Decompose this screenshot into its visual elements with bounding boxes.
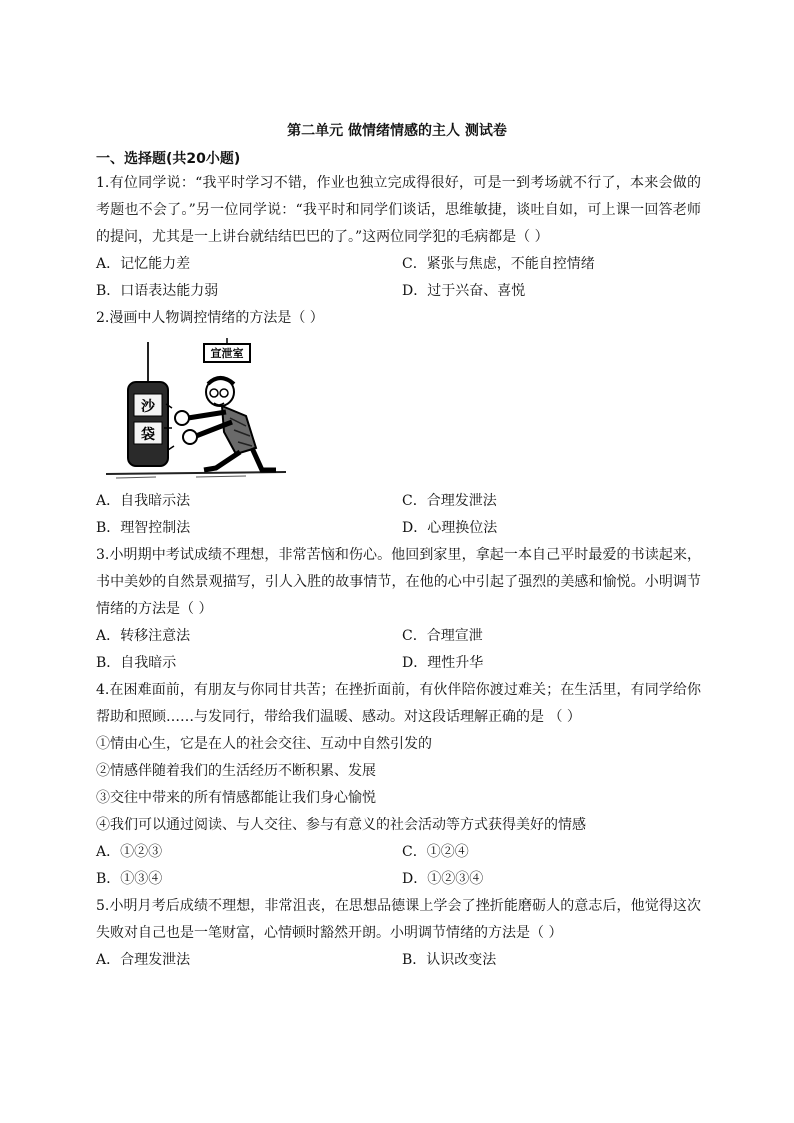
option-c: C．①②④ xyxy=(402,844,469,860)
question-5 xyxy=(96,893,701,974)
option-a: A．①②③ xyxy=(96,844,163,860)
bag-label-1: 沙 xyxy=(141,399,155,415)
option-a: A．转移注意法 xyxy=(96,628,191,644)
question-stem: 1.有位同学说：“我平时学习不错，作业也独立完成得很好，可是一到考场就不行了，本来会做的考题也不会了。”另一位同学说：“我平时和同学们谈话，思维敏捷，谈吐自如，可上课一回答老师的提问，尤其是一上讲台就结结巴巴的了。”这两位同学犯的毛病都是（ ） xyxy=(96,175,701,245)
options-row xyxy=(96,947,701,974)
option-a: A．合理发泄法 xyxy=(96,952,191,968)
options-row xyxy=(96,278,701,305)
statement-2: ②情感伴随着我们的生活经历不断积累、发展 xyxy=(96,763,376,779)
question-stem: 4.在困难面前，有朋友与你同甘共苦；在挫折面前，有伙伴陪你渡过难关；在生活里，有同学给你帮助和照顾……与发同行，带给我们温暖、感动。对这段话理解正确的是 （ ） xyxy=(96,682,701,725)
option-c: C．紧张与焦虑，不能自控情绪 xyxy=(402,256,595,272)
statement-4: ④我们可以通过阅读、与人交往、参与有意义的社会活动等方式获得美好的情感 xyxy=(96,817,586,833)
options-row xyxy=(96,650,701,677)
option-b: B．①③④ xyxy=(96,871,163,887)
option-d: D．①②③④ xyxy=(402,871,484,887)
options-row xyxy=(96,866,701,893)
question-stem: 5.小明月考后成绩不理想，非常沮丧，在思想品德课上学会了挫折能磨砺人的意志后，他觉得这次失败对自己也是一笔财富，心情顿时豁然开朗。小明调节情绪的方法是（ ） xyxy=(96,898,701,941)
options-row xyxy=(96,488,701,515)
option-b: B．理智控制法 xyxy=(96,520,191,536)
sign-label: 宣泄室 xyxy=(210,347,244,360)
option-b: B．自我暗示 xyxy=(96,655,177,671)
question-stem: 2.漫画中人物调控情绪的方法是（ ） xyxy=(96,310,324,326)
options-row xyxy=(96,623,701,650)
question-1 xyxy=(96,170,701,305)
question-list xyxy=(96,170,701,974)
page-title: 第二单元 做情绪情感的主人 测试卷 xyxy=(287,123,507,139)
question-4 xyxy=(96,677,701,893)
option-c: C．合理宣泄 xyxy=(402,628,483,644)
option-a: A．记忆能力差 xyxy=(96,256,191,272)
options-row xyxy=(96,251,701,278)
cartoon-figure xyxy=(96,336,292,486)
option-a: A．自我暗示法 xyxy=(96,493,191,509)
question-2 xyxy=(96,305,701,542)
option-b: B．认识改变法 xyxy=(402,952,497,968)
option-d: D．心理换位法 xyxy=(402,520,498,536)
bag-label-2: 袋 xyxy=(141,427,155,443)
section-heading: 一、选择题(共20小题) xyxy=(96,151,241,167)
option-b: B．口语表达能力弱 xyxy=(96,283,219,299)
options-row xyxy=(96,515,701,542)
options-row xyxy=(96,839,701,866)
question-stem: 3.小明期中考试成绩不理想，非常苦恼和伤心。他回到家里，拿起一本自己平时最爱的书读起来，书中美妙的自然景观描写，引人入胜的故事情节，在他的心中引起了强烈的美感和愉悦。小明调节情绪的方法是（ ） xyxy=(96,547,701,617)
punching-bag-cartoon xyxy=(96,336,292,486)
option-c: C．合理发泄法 xyxy=(402,493,497,509)
option-d: D．理性升华 xyxy=(402,655,484,671)
question-3 xyxy=(96,542,701,677)
option-d: D．过于兴奋、喜悦 xyxy=(402,283,526,299)
statement-1: ①情由心生，它是在人的社会交往、互动中自然引发的 xyxy=(96,736,432,752)
statement-3: ③交往中带来的所有情感都能让我们身心愉悦 xyxy=(96,790,376,806)
